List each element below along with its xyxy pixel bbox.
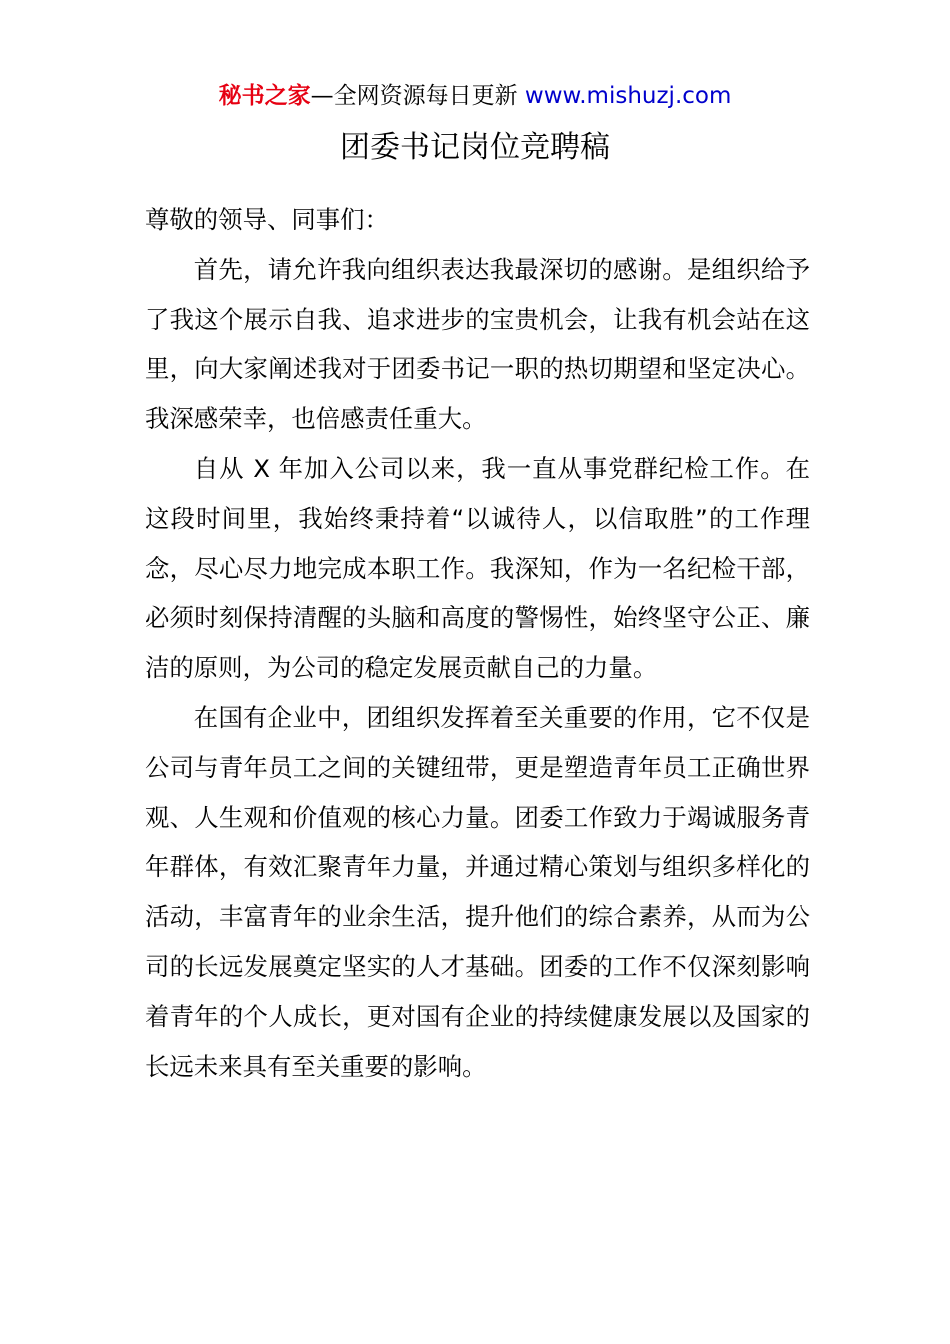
site-header <box>0 80 950 112</box>
body-paragraph-1: 首先，请允许我向组织表达我最深切的感谢。是组织给予了我这个展示自我、追求进步的宝贵机会，让我有机会站在这里，向大家阐述我对于团委书记一职的热切期望和坚定决心。我深感荣幸，也倍感责任重大。 <box>145 254 810 434</box>
body-paragraph-2: 自从 X 年加入公司以来，我一直从事党群纪检工作。在这段时间里，我始终秉持着“以诚待人，以信取胜”的工作理念，尽心尽力地完成本职工作。我深知，作为一名纪检干部，必须时刻保持清醒的头脑和高度的警惕性，始终坚守公正、廉洁的原则，为公司的稳定发展贡献自己的力量。 <box>145 453 810 683</box>
site-brand: 秘书之家 <box>218 83 311 109</box>
salutation: 尊敬的领导、同事们： <box>145 205 389 234</box>
document-body <box>145 195 810 1091</box>
site-tagline: —全网资源每日更新 <box>310 83 518 109</box>
site-url-link[interactable]: www.mishuzj.com <box>524 83 732 109</box>
body-paragraph-3: 在国有企业中，团组织发挥着至关重要的作用，它不仅是公司与青年员工之间的关键纽带，更是塑造青年员工正确世界观、人生观和价值观的核心力量。团委工作致力于竭诚服务青年群体，有效汇聚青年力量，并通过精心策划与组织多样化的活动，丰富青年的业余生活，提升他们的综合素养，从而为公司的长远发展奠定坚实的人才基础。团委的工作不仅深刻影响着青年的个人成长，更对国有企业的持续健康发展以及国家的长远未来具有至关重要的影响。 <box>145 702 810 1081</box>
document-title: 团委书记岗位竞聘稿 <box>340 130 610 165</box>
